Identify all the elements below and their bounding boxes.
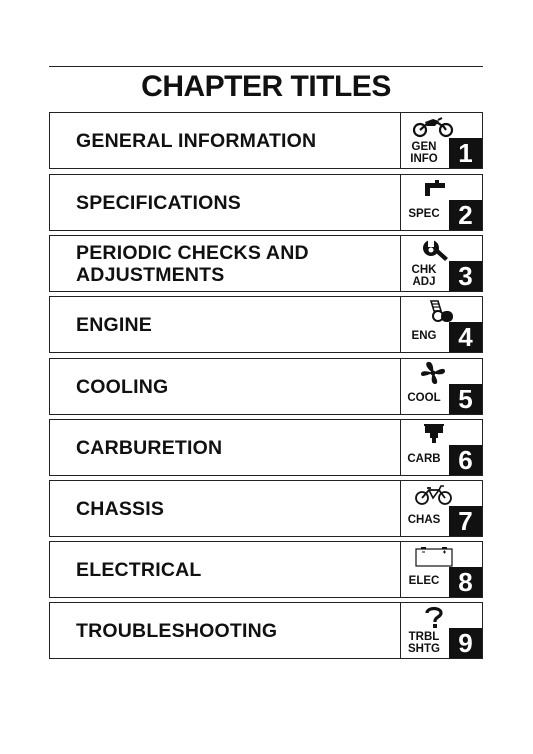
- bicycle-frame-icon: [411, 483, 455, 507]
- chapter-tab[interactable]: [400, 541, 483, 598]
- chapter-number: 7: [449, 506, 482, 536]
- chapter-name-box: [49, 112, 401, 169]
- chapter-abbreviation: SPEC: [408, 208, 440, 220]
- chapter-name: TROUBLESHOOTING: [76, 619, 278, 642]
- chapter-tab[interactable]: [400, 602, 483, 659]
- chapter-tab[interactable]: [400, 480, 483, 537]
- chapter-tab[interactable]: [400, 235, 483, 292]
- chapter-entry-cooling[interactable]: [49, 358, 483, 415]
- motorcycle-icon: [411, 115, 455, 139]
- chapter-name: CARBURETION: [76, 436, 223, 459]
- chapter-name-box: [49, 235, 401, 292]
- battery-icon: [411, 544, 455, 568]
- chapter-name-box: [49, 541, 401, 598]
- chapter-abbreviation: CHK ADJ: [411, 264, 437, 288]
- chapter-abbreviation: ELEC: [408, 575, 440, 587]
- chapter-name: PERIODIC CHECKS AND ADJUSTMENTS: [76, 241, 309, 286]
- fan-icon: [411, 361, 455, 385]
- chapter-entry-electrical[interactable]: [49, 541, 483, 598]
- chapter-abbreviation: CARB: [407, 453, 441, 465]
- chapter-entry-chassis[interactable]: [49, 480, 483, 537]
- chapter-name-box: [49, 296, 401, 353]
- question-mark-icon: [411, 605, 455, 629]
- chapter-number: 9: [449, 628, 482, 658]
- chapter-entry-periodic-checks[interactable]: [49, 235, 483, 292]
- chapter-number: 4: [449, 322, 482, 352]
- chapter-abbreviation: GEN INFO: [410, 141, 438, 165]
- chapter-entry-general-information[interactable]: [49, 112, 483, 169]
- chapter-name-box: [49, 358, 401, 415]
- chapter-tab[interactable]: [400, 112, 483, 169]
- chapter-number: 5: [449, 384, 482, 414]
- chapter-number: 1: [449, 138, 482, 168]
- chapter-name-box: [49, 602, 401, 659]
- carburetor-icon: [411, 422, 455, 446]
- chapter-entry-engine[interactable]: [49, 296, 483, 353]
- chapter-abbreviation: CHAS: [407, 514, 441, 526]
- chapter-number: 8: [449, 567, 482, 597]
- chapter-name: ENGINE: [76, 313, 152, 336]
- chapter-abbreviation: TRBL SHTG: [408, 631, 440, 655]
- chapter-abbreviation: ENG: [411, 330, 437, 342]
- chapter-entry-carburetion[interactable]: [49, 419, 483, 476]
- chapter-name: COOLING: [76, 375, 169, 398]
- chapter-tab[interactable]: [400, 174, 483, 231]
- chapter-name-box: [49, 419, 401, 476]
- chapter-name: GENERAL INFORMATION: [76, 129, 317, 152]
- chapter-number: 6: [449, 445, 482, 475]
- chapter-tab[interactable]: [400, 419, 483, 476]
- chapter-name-box: [49, 174, 401, 231]
- caliper-icon: [411, 177, 455, 201]
- chapter-name: CHASSIS: [76, 497, 165, 520]
- chapter-tab[interactable]: [400, 358, 483, 415]
- chapter-name-box: [49, 480, 401, 537]
- chapter-tab[interactable]: [400, 296, 483, 353]
- chapter-abbreviation: COOL: [407, 392, 441, 404]
- page-title: CHAPTER TITLES: [141, 70, 391, 103]
- chapter-number: 3: [449, 261, 482, 291]
- wrench-icon: [411, 238, 455, 262]
- chapter-entry-specifications[interactable]: [49, 174, 483, 231]
- piston-icon: [411, 299, 455, 323]
- chapter-name: ELECTRICAL: [76, 558, 202, 581]
- chapter-name: SPECIFICATIONS: [76, 191, 241, 214]
- chapter-number: 2: [449, 200, 482, 230]
- chapter-entry-troubleshooting[interactable]: [49, 602, 483, 659]
